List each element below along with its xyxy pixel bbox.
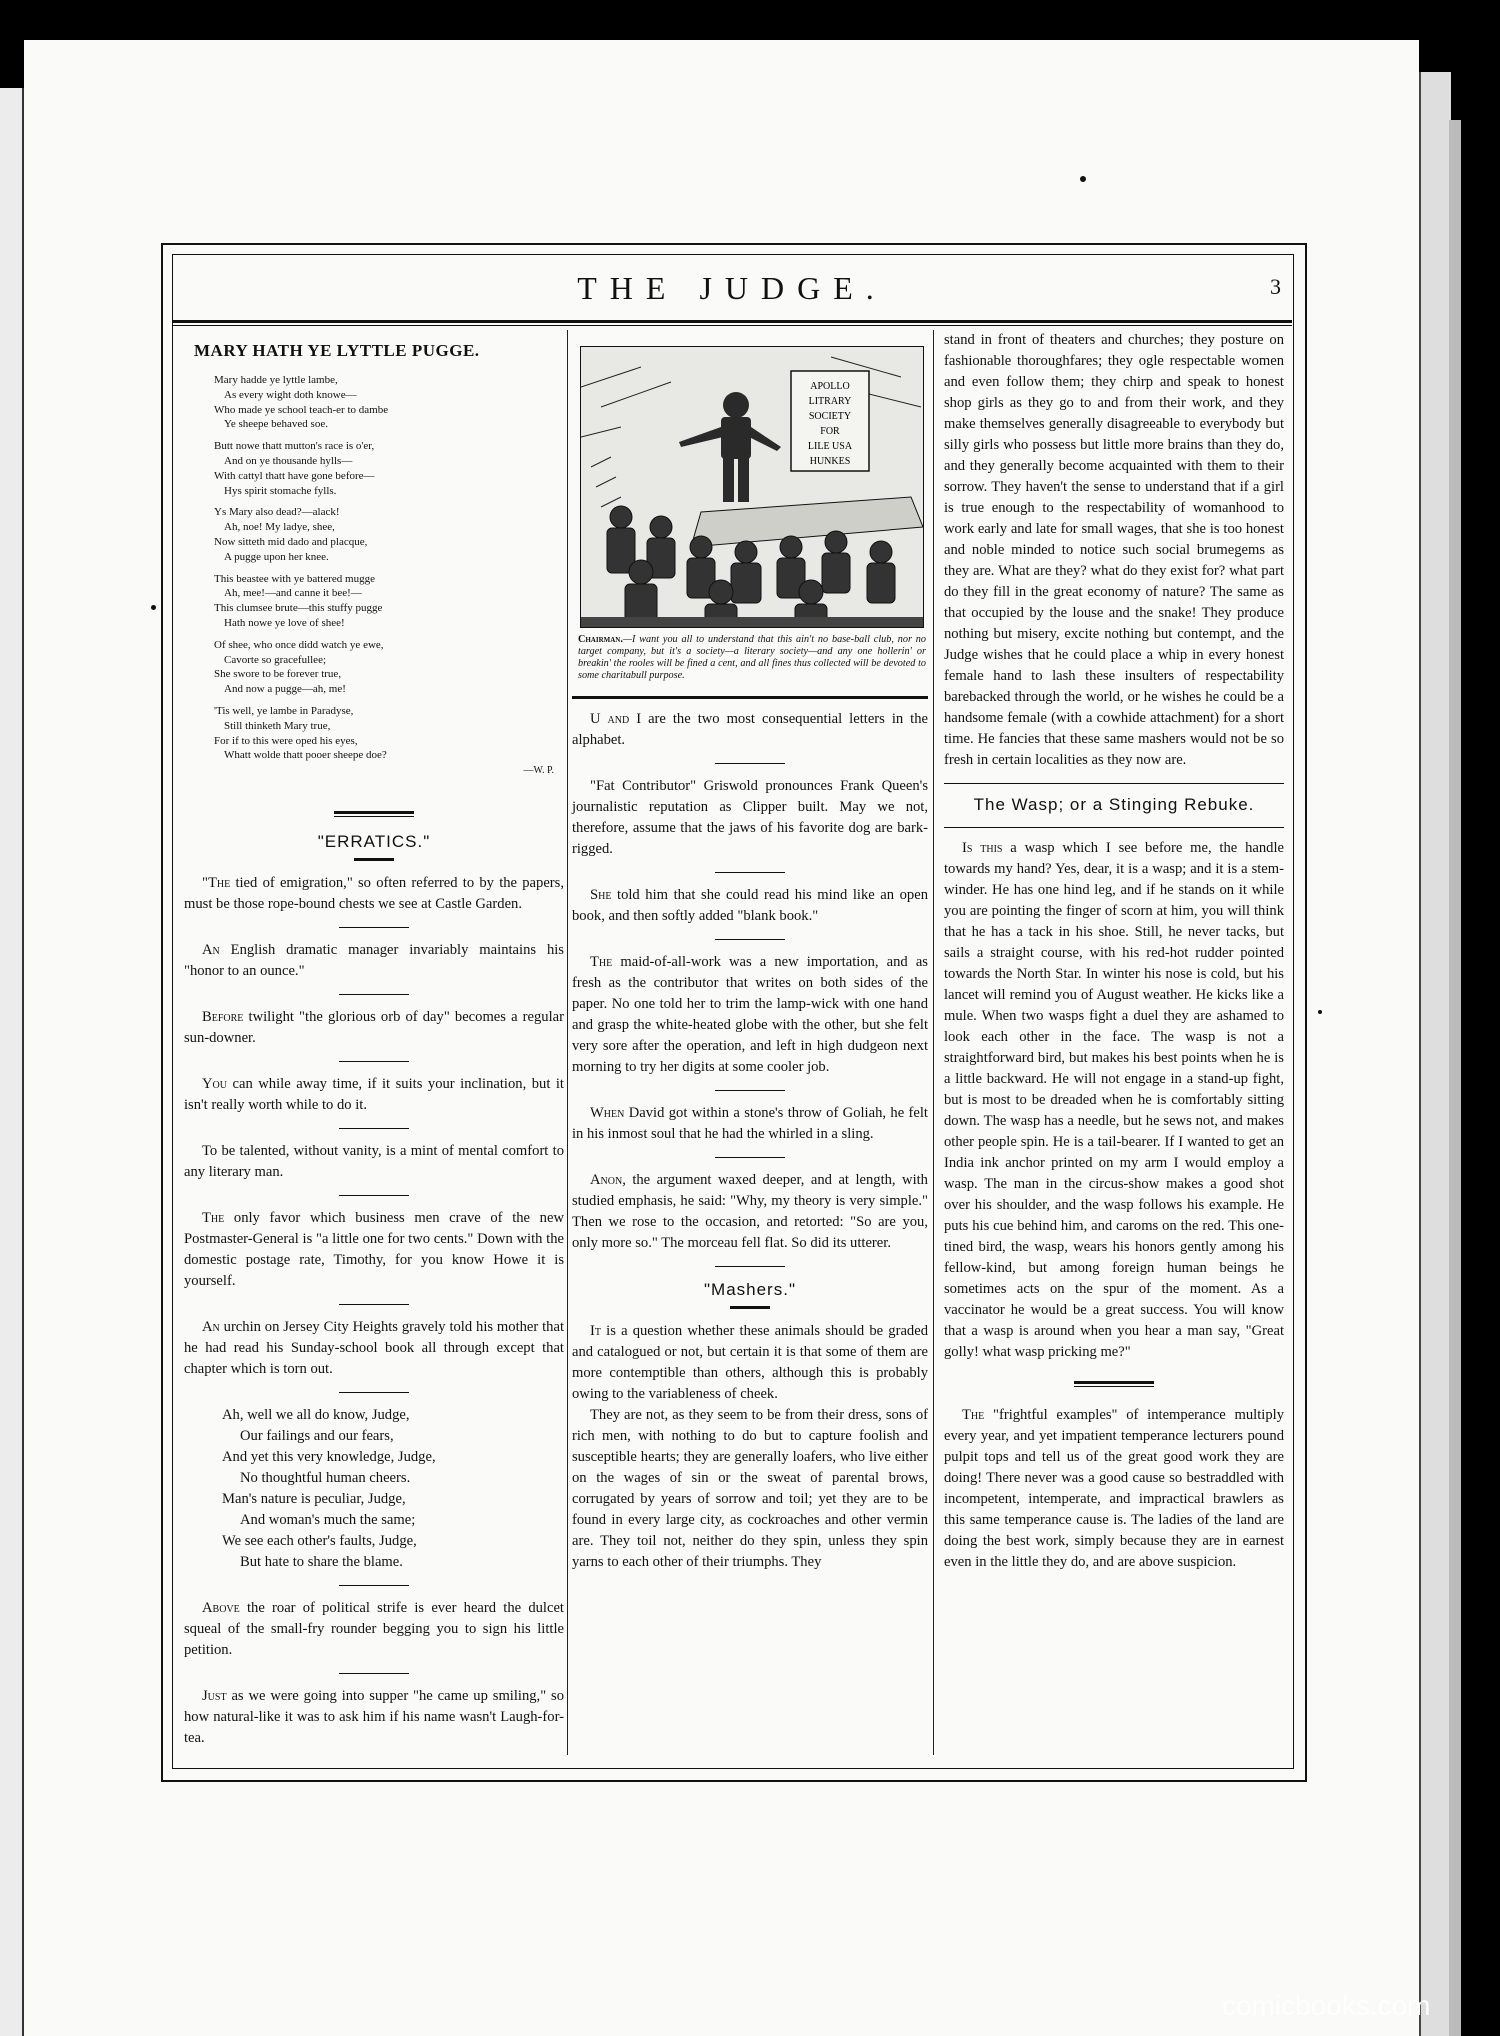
masthead-title: THE JUDGE. (577, 270, 887, 306)
poem-line: Ah, noe! My ladye, shee, (224, 521, 335, 534)
erratics-items (184, 873, 564, 1393)
paragraph (572, 1321, 928, 1405)
heading-rule (354, 858, 394, 861)
verse-line: No thoughtful human cheers. (240, 1470, 411, 1487)
paragraph (184, 1686, 564, 1749)
paragraph-text: "Fat Contributor" Griswold pronounces Frank Queen's journalistic reputation as Clipper built. May we not, therefore, assume that the jaws of his favorite dog are bark-rigged. (572, 778, 928, 857)
verse-line: But hate to share the blame. (240, 1554, 403, 1571)
item-separator (715, 872, 785, 873)
paragraph (572, 709, 928, 751)
sign-line: LITRARY (808, 396, 852, 407)
lead-in: Before (202, 1009, 244, 1026)
poem-title: MARY HATH YE LYTTLE PUGGE. (194, 341, 480, 360)
watermark: comicbooks.com (1222, 1990, 1431, 2021)
mashers-article (572, 1321, 928, 1573)
ink-speck (1080, 176, 1086, 182)
poem-stanza (214, 373, 564, 432)
paragraph (572, 1103, 928, 1145)
page-stack-shadow (1449, 120, 1461, 2036)
paragraph (572, 1405, 928, 1573)
item-separator (715, 939, 785, 940)
lead-in: The (962, 1407, 985, 1423)
ink-speck (151, 605, 156, 610)
item-separator (339, 1392, 409, 1393)
paragraph-text: They are not, as they seem to be from their dress, sons of rich men, with nothing to do but to capture foolish and susceptible hearts; they are generally loafers, who live either on the wages of sin or the sweat of parental brows, corrugated by years of sorrow and toil; yet they are to be found in every large city, as cockroaches and other vermin are. They toil not, neither do they spin, unless they spin yarns to each other of their triumphs. They (572, 1407, 928, 1570)
item-separator (715, 1090, 785, 1091)
page-number: 3 (1270, 274, 1281, 299)
poem-stanza (214, 704, 564, 763)
item-separator (339, 927, 409, 928)
middle-items (572, 709, 928, 1254)
poem-line: Who made ye school teach-er to dambe (214, 403, 389, 416)
article-text: a wasp which I see before me, the handle towards my hand? Yes, dear, it is a wasp; and it is a stem-winder. He has one hind leg, and if he stands on it while you are pointing the finger of scorn at him, you will think that he has a tack in his shoe. Still, he never tacks, but sails a straight course, with his red-hot rudder pointed towards the North Star. In winter his nose is cold, but his lancet will remind you of August weather. He kicks like a mule. When two wasps fight a duel they are ashamed to look each other in the face. The wasp is not a straightforward bird, but makes his best points when he is a little backward. He will not engage in a stand-up fight, but is most to be dreaded when he is comfortably sitting down. The wasp has a needle, but he sews not, and makes other people spin. He is a tail-bearer. If I wanted to get an India ink anchor printed on my arm I would employ a wasp. The man in the circus-show makes a good shot over his shoulder, and the wasp follows his example. He puts his cue behind him, and caroms on the red. This one-tined bird, the wasp, wears his honors gently among his fellow-kind, but among foreign human beings he sometimes acts on the spur of the moment. As a vaccinator he would be a great success. You will know that a wasp is around when you hear a man say, "Great golly! what wasp pricking me?" (944, 840, 1284, 1360)
column-divider (567, 330, 568, 1755)
paragraph-text: English dramatic manager invariably maintains his "honor to an ounce." (184, 942, 564, 980)
judge-verse (184, 1405, 564, 1573)
poem-line: This clumsee brute—this stuffy pugge (214, 602, 383, 615)
page-stack-edge (1419, 72, 1451, 2036)
verse-line: And yet this very knowledge, Judge, (222, 1449, 436, 1466)
paragraph (572, 885, 928, 927)
item-separator (339, 1585, 409, 1586)
poem-stanza (214, 439, 564, 498)
illustration-drawing (581, 347, 923, 627)
masthead-rule (172, 320, 1292, 323)
poem-line: Ye sheepe behaved soe. (224, 418, 328, 431)
poem-stanza (214, 572, 564, 631)
paragraph-text: as we were going into supper "he came up smiling," so how natural-like it was to ask him if his name wasn't Laugh-for-tea. (184, 1688, 564, 1747)
poem-line: Whatt wolde thatt pooer sheepe doe? (224, 749, 387, 762)
paragraph (572, 952, 928, 1078)
item-separator (339, 1195, 409, 1196)
verse-line: And woman's much the same; (240, 1512, 416, 1529)
paragraph-text: David got within a stone's throw of Goliah, he felt in his inmost soul that he had the whirled in a sling. (572, 1105, 928, 1142)
paragraph (184, 1598, 564, 1661)
poem-line: Still thinketh Mary true, (224, 719, 331, 732)
lead-in: She (590, 887, 612, 903)
paragraph (572, 776, 928, 860)
lead-in: U and I (590, 711, 642, 727)
poem-line: For if to this were oped his eyes, (214, 734, 358, 747)
paragraph-text: can while away time, if it suits your inclination, but it isn't really worth while to do it. (184, 1076, 564, 1114)
poem-line: A pugge upon her knee. (224, 550, 329, 563)
sign-line: HUNKES (809, 456, 851, 467)
item-separator (715, 1266, 785, 1267)
sign-line: SOCIETY (808, 411, 852, 422)
poem-line: As every wight doth knowe— (224, 388, 357, 401)
poem-line: With cattyl thatt have gone before— (214, 469, 375, 482)
sign-line: APOLLO (810, 381, 850, 392)
caption-rule (572, 696, 928, 699)
item-separator (339, 1128, 409, 1129)
lead-in: When (590, 1105, 625, 1121)
lead-in: The (207, 875, 231, 892)
paragraph-text: the roar of political strife is ever heard the dulcet squeal of the small-fry rounder begging you to sign his little petition. (184, 1600, 564, 1659)
section-divider (1074, 1381, 1154, 1387)
poem-line: And on ye thousande hylls— (224, 454, 353, 467)
paragraph (572, 1170, 928, 1254)
paragraph (184, 1007, 564, 1049)
poem-stanza (214, 505, 564, 564)
lead-in: An (202, 1319, 220, 1336)
mashers-heading: "Mashers." (704, 1280, 796, 1299)
ink-speck (1318, 1010, 1322, 1014)
illustration-caption (578, 634, 926, 682)
item-separator (339, 994, 409, 995)
poem-line: Now sitteth mid dado and placque, (214, 535, 368, 548)
paragraph-text: told him that she could read his mind like an open book, and then softly added "blank book." (572, 887, 928, 924)
section-divider (334, 811, 414, 817)
poem-line: Cavorte so gracefullee; (224, 653, 327, 666)
paragraph-text: is a question whether these animals should be graded and catalogued or not, but certain it is that some of them are more contemptible than others, although this is probably owing to the variableness of cheek. (572, 1323, 928, 1402)
paragraph (184, 1074, 564, 1116)
lead-in: Above (202, 1600, 240, 1617)
right-column (944, 330, 1284, 1573)
poem-line: 'Tis well, ye lambe in Paradyse, (214, 704, 354, 717)
temperance-article (944, 1405, 1284, 1573)
item-separator (339, 1061, 409, 1062)
poem-signature: —W. P. (523, 765, 554, 777)
paragraph-text: tied of emigration," so often referred to by the papers, must be those rope-bound chests we see at Castle Garden. (184, 875, 564, 913)
paragraph (184, 1317, 564, 1380)
erratics-heading: "ERRATICS." (317, 832, 431, 852)
caption-speaker: Chairman. (578, 634, 623, 645)
item-separator (715, 1157, 785, 1158)
paragraph-text: are the two most consequential letters in the alphabet. (572, 711, 928, 748)
paragraph (184, 940, 564, 982)
mashers-continuation: stand in front of theaters and churches; they posture on fashionable thoroughfares; they ogle respectable women and even follow them; they chirp and speak to honest shop girls as they go to and from their work, and they make themselves generally disagreeable to everybody but silly girls who possess but little more brains than they do, and they generally become acquainted with them to their sorrow. They haven't the sense to understand that if a girl is true enough to the respectability of womanhood to work early and late for small wages, that she is too honest and noble minded to notice such social brumegems as they are. What are they? what do they exist for? what part do they fill in the great economy of nature? The same as that occupied by the louse and the snake! They produce nothing but misery, excite nothing but contempt, and the Judge wishes that he could place a whip in every honest female hand to lash these insulters of respectability barebacked through the world, or he wishes he could be a handsome female (with a cowhide attachment) for a short time. He fancies that these same mashers would not be so fresh in certain localities as they now are. (944, 332, 1284, 768)
paragraph-text: maid-of-all-work was a new importation, and as fresh as the contributor that writes on both sides of the paper. No one told her to trim the lamp-wick with one hand and grasp the white-heated globe with the other, but she felt very sore after the operation, and left in high dudgeon next morning to try her digits at some cooler job. (572, 954, 928, 1075)
paragraph (184, 1141, 564, 1183)
lead-in: Just (202, 1688, 227, 1705)
wasp-article (944, 838, 1284, 1363)
verse-line: Our failings and our fears, (240, 1428, 394, 1445)
lead-in: You (202, 1076, 227, 1093)
column-divider (933, 330, 934, 1755)
paragraph-text: urchin on Jersey City Heights gravely told his mother that he had read his Sunday-school book all through except that chapter which is torn out. (184, 1319, 565, 1378)
paragraph-text: To be talented, without vanity, is a mint of mental comfort to any literary man. (184, 1143, 564, 1181)
section-rule (944, 783, 1284, 784)
erratics-closing-items (184, 1585, 564, 1749)
verse-line: Man's nature is peculiar, Judge, (222, 1491, 406, 1508)
poem-line: And now a pugge—ah, me! (224, 683, 346, 696)
poem-line: Hys spirit stomache fylls. (224, 484, 337, 497)
paragraph (184, 873, 564, 915)
facing-page-edge (0, 88, 24, 2036)
society-meeting-illustration (580, 346, 924, 628)
lead-in: An (202, 942, 220, 959)
lead-in: Anon, (590, 1172, 626, 1188)
paragraph (184, 1208, 564, 1292)
item-separator (715, 763, 785, 764)
lead-in: It (590, 1323, 601, 1339)
poem-line: Ah, mee!—and canne it bee!— (224, 587, 362, 600)
poem-line: This beastee with ye battered mugge (214, 572, 375, 585)
section-rule (944, 827, 1284, 828)
masthead-rule-thin (172, 325, 1292, 326)
left-column (184, 330, 564, 1749)
poem-body (214, 373, 564, 763)
poem-stanza (214, 638, 564, 697)
paragraph-text: only favor which business men crave of the new Postmaster-General is "a little one for two cents." Down with the domestic postage rate, Timothy, for you know Howe it is yourself. (184, 1210, 564, 1290)
caption-text: —I want you all to understand that this ain't no base-ball club, nor no target company, but it's a society—a literary society—and any one hollerin' or breakin' the rooles will be fined a cent, and all fines thus collected will be devoted to some charitabull purpose. (578, 634, 926, 681)
lead-in: The (202, 1210, 225, 1227)
poem-line: Mary hadde ye lyttle lambe, (214, 374, 338, 386)
poem-line: Ys Mary also dead?—alack! (214, 506, 340, 519)
middle-column (572, 330, 928, 1573)
sign-line: FOR (820, 426, 840, 437)
paragraph-text: the argument waxed deeper, and at length, with studied emphasis, he said: "Why, my theory is very simple." Then we rose to the occasion, and retorted: "So are you, only more so." The morceau fell flat. So did its utterer. (572, 1172, 928, 1251)
lead-in: The (590, 954, 613, 970)
item-separator (339, 1673, 409, 1674)
verse-line: Ah, well we all do know, Judge, (222, 1407, 410, 1424)
poem-line: Butt nowe thatt mutton's race is o'er, (214, 440, 375, 453)
verse-line: We see each other's faults, Judge, (222, 1533, 417, 1550)
lead-in: Is this (962, 840, 1003, 856)
sign-line: LILE USA (807, 441, 853, 452)
opening-quote: " (202, 875, 208, 892)
heading-rule (730, 1306, 770, 1309)
poem-line: Of shee, who once didd watch ye ewe, (214, 638, 384, 651)
wasp-heading: The Wasp; or a Stinging Rebuke. (973, 795, 1255, 814)
paragraph-text: twilight "the glorious orb of day" becomes a regular sun-downer. (184, 1009, 564, 1047)
article-text: "frightful examples" of intemperance multiply every year, and yet impatient temperance lecturers pound pulpit tops and tell us of the great good work they are doing! There never was a good cause so bestraddled with incompetent, intemperate, and impractical brawlers as this same temperance cause is. The ladies of the land are doing the best work, simply because they are in earnest even in the little they do, and are above suspicion. (944, 1407, 1284, 1570)
item-separator (339, 1304, 409, 1305)
poem-line: Hath nowe ye love of shee! (224, 616, 345, 629)
poem-line: She swore to be forever true, (214, 668, 342, 681)
